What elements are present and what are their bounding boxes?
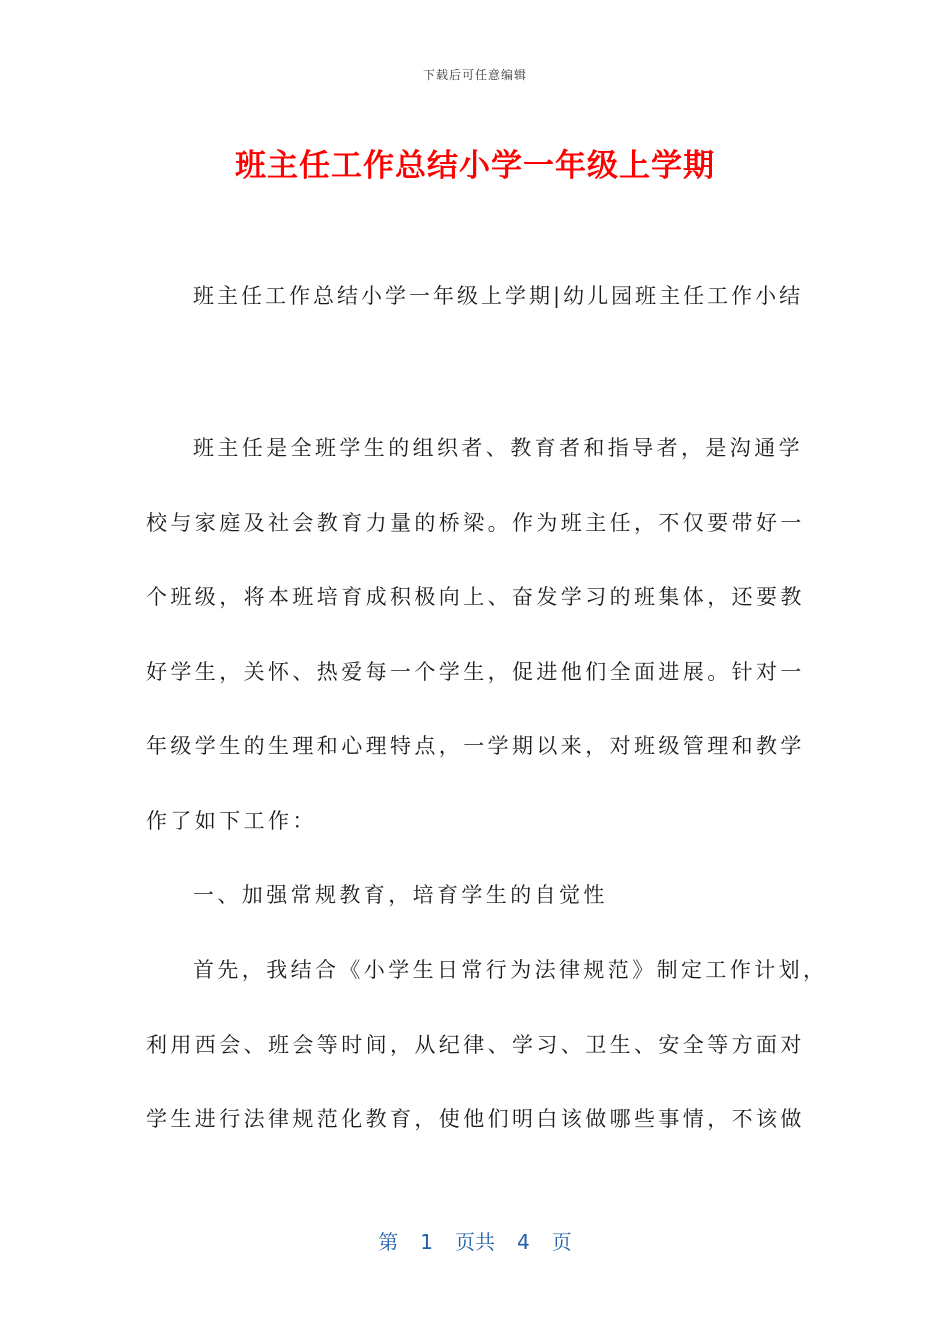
header-note: 下载后可任意编辑 [422,68,527,82]
body-line: 校与家庭及社会教育力量的桥梁。作为班主任，不仅要带好一 [146,511,805,535]
body-line: 好学生，关怀、热爱每一个学生，促进他们全面进展。针对一 [146,660,805,684]
page-footer [0,1226,950,1255]
body-line: 班主任是全班学生的组织者、教育者和指导者，是沟通学 [193,436,803,460]
body-line: 利用西会、班会等时间，从纪律、学习、卫生、安全等方面对 [146,1033,805,1057]
page-footer-suffix: 页 [551,1230,572,1254]
body-line: 学生进行法律规范化教育，使他们明白该做哪些事情，不该做 [146,1107,805,1131]
body-line: 年级学生的生理和心理特点，一学期以来，对班级管理和教学 [146,734,805,758]
document-subtitle: 班主任工作总结小学一年级上学期|幼儿园班主任工作小结 [193,284,804,308]
document-title: 班主任工作总结小学一年级上学期 [235,148,715,184]
page-total: 4 [517,1230,530,1254]
section-heading: 一、加强常规教育，培育学生的自觉性 [193,883,608,907]
body-line: 首先，我结合《小学生日常行为法律规范》制定工作计划， [193,958,828,982]
page-number: 1 [420,1230,433,1254]
page-footer-prefix: 第 [378,1230,399,1254]
body-line: 作了如下工作： [146,809,317,833]
body-line: 个班级，将本班培育成积极向上、奋发学习的班集体，还要教 [146,585,805,609]
page-footer-mid: 页共 [455,1230,495,1254]
